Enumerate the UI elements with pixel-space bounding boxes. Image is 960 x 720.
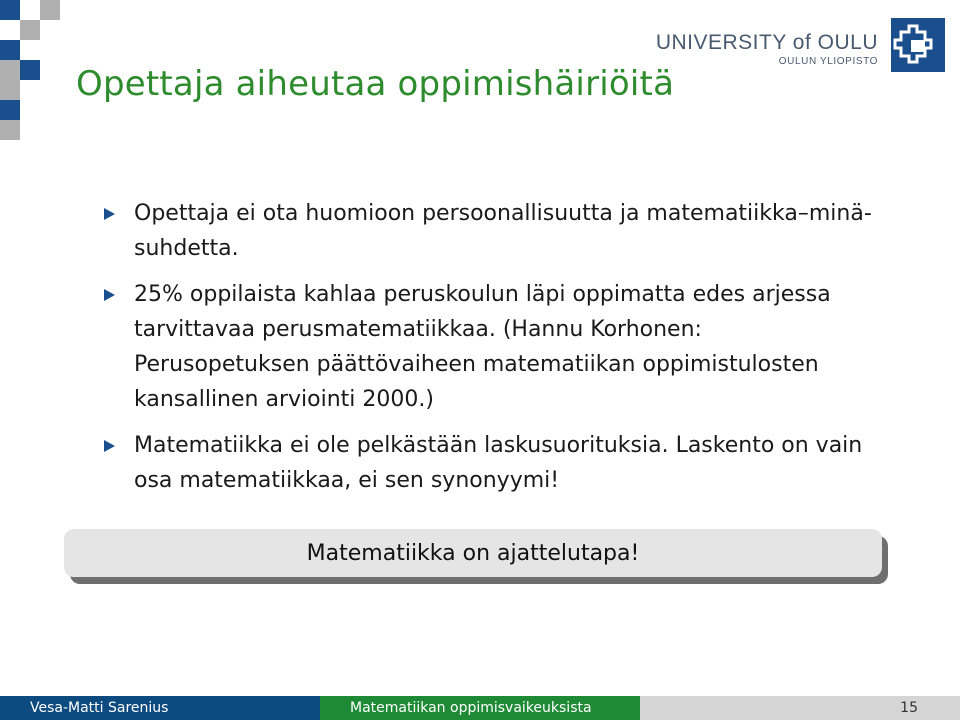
footer-author-text: Vesa-Matti Sarenius	[30, 700, 169, 716]
deco-square	[0, 120, 20, 140]
deco-square	[0, 40, 20, 60]
footer-page	[640, 696, 960, 720]
bullet-item	[104, 428, 884, 498]
university-logo-emblem	[891, 18, 945, 72]
callout-box	[64, 529, 882, 577]
slide-title: Opettaja aiheutaa oppimishäiriöitä	[76, 64, 675, 104]
deco-square	[0, 0, 20, 20]
footer-topic-text: Matematiikan oppimisvaikeuksista	[350, 700, 592, 716]
logo-main-text: UNIVERSITY of OULU	[655, 31, 878, 54]
footer-topic	[320, 696, 640, 720]
deco-square	[40, 0, 60, 20]
bullet-triangle-icon	[104, 208, 115, 220]
bullet-list	[104, 196, 884, 509]
bullet-text: 25% oppilaista kahlaa peruskoulun läpi oppimatta edes arjessa tarvittavaa perusmatematiikkaa. (Hannu Korhonen: Perusopetuksen päättövaiheen matematiikan oppimistulosten kansallinen arviointi 2000.)	[134, 282, 831, 412]
bullet-text: Matematiikka ei ole pelkästään laskusuorituksia. Laskento on vain osa matematiikkaa, ei sen synonyymi!	[134, 433, 863, 493]
footer-bar	[0, 696, 960, 720]
deco-square	[0, 80, 20, 100]
logo-sub-text: OULUN YLIOPISTO	[778, 56, 878, 67]
footer-author	[0, 696, 320, 720]
deco-square	[20, 60, 40, 80]
deco-square	[0, 100, 20, 120]
bullet-triangle-icon	[104, 289, 115, 301]
bullet-item	[104, 277, 884, 417]
university-logo-text	[656, 32, 878, 67]
bullet-text: Opettaja ei ota huomioon persoonallisuutta ja matematiikka–minä-suhdetta.	[134, 201, 872, 261]
callout-text: Matematiikka on ajattelutapa!	[306, 540, 640, 566]
bullet-item	[104, 196, 884, 266]
deco-square	[0, 60, 20, 80]
deco-square	[20, 20, 40, 40]
page-number: 15	[900, 700, 918, 716]
bullet-triangle-icon	[104, 440, 115, 452]
